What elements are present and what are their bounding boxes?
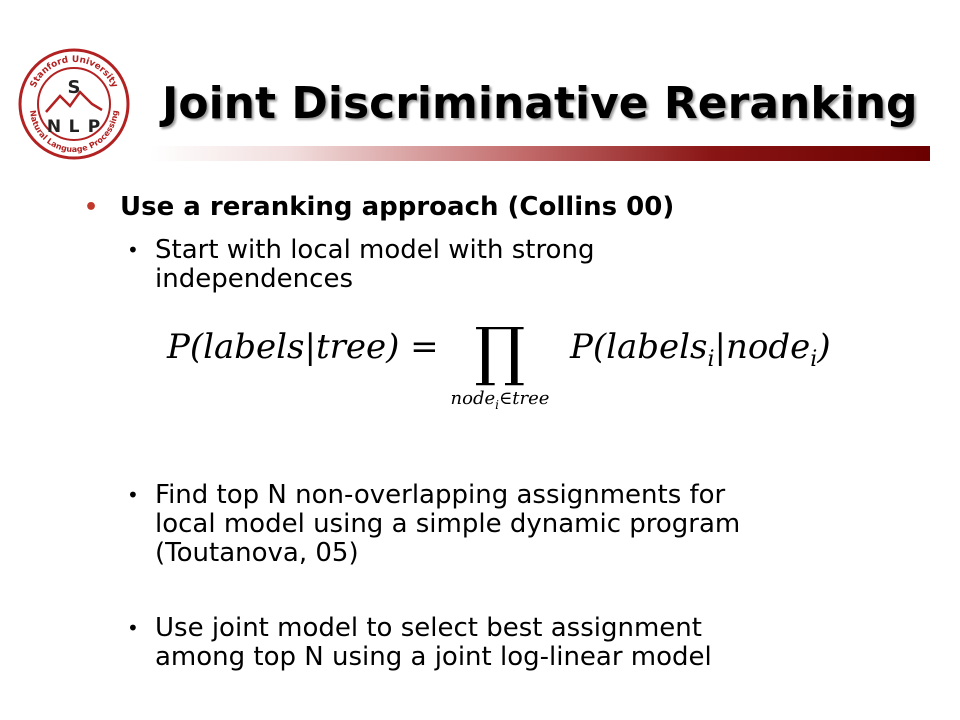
bullet-line: independences: [155, 264, 353, 294]
slide-title: Joint Discriminative Reranking: [162, 78, 918, 129]
bullet-marker-icon: •: [127, 483, 139, 507]
svg-text:S: S: [67, 77, 81, 98]
rhs-index: i: [707, 347, 715, 372]
formula-subscript: [451, 388, 550, 412]
bullet-marker-icon: •: [127, 616, 139, 640]
svg-text:Stanford University: Stanford University: [28, 54, 120, 90]
bullet-line: local model using a simple dynamic program: [155, 509, 741, 539]
bullet-line: Use joint model to select best assignment: [155, 613, 702, 643]
bullet-level2-2: [127, 480, 895, 568]
bullet-line: Find top N non-overlapping assignments for: [155, 480, 726, 510]
rhs-part: |node: [714, 327, 811, 367]
subscript-node: node: [450, 388, 496, 409]
formula-lhs: P(labels|tree) =: [167, 327, 439, 367]
svg-text:P: P: [87, 117, 101, 137]
rhs-index: i: [810, 347, 818, 372]
rhs-part: P(labels: [570, 327, 708, 367]
subscript-rest: ∈tree: [498, 388, 550, 409]
svg-text:L: L: [68, 117, 80, 137]
probability-formula: [165, 315, 831, 418]
svg-text:Natural Language Processing: Natural Language Processing: [27, 109, 121, 155]
bullet-text: Use a reranking approach (Collins 00): [120, 192, 675, 222]
formula-rhs: [569, 327, 831, 372]
bullet-line: Start with local model with strong: [155, 235, 595, 265]
bullet-level2-1: [127, 235, 895, 294]
rhs-part: ): [817, 327, 831, 367]
product-operator-icon: ∏: [474, 315, 526, 389]
bullet-level1: [84, 192, 675, 222]
bullet-marker-icon: •: [127, 238, 139, 262]
svg-text:N: N: [46, 117, 62, 137]
bullet-line: among top N using a joint log-linear model: [155, 642, 712, 672]
bullet-marker-icon: •: [84, 195, 99, 220]
bullet-level2-3: [127, 613, 895, 672]
bullet-line: (Toutanova, 05): [155, 538, 359, 568]
subscript-index: i: [495, 398, 499, 412]
